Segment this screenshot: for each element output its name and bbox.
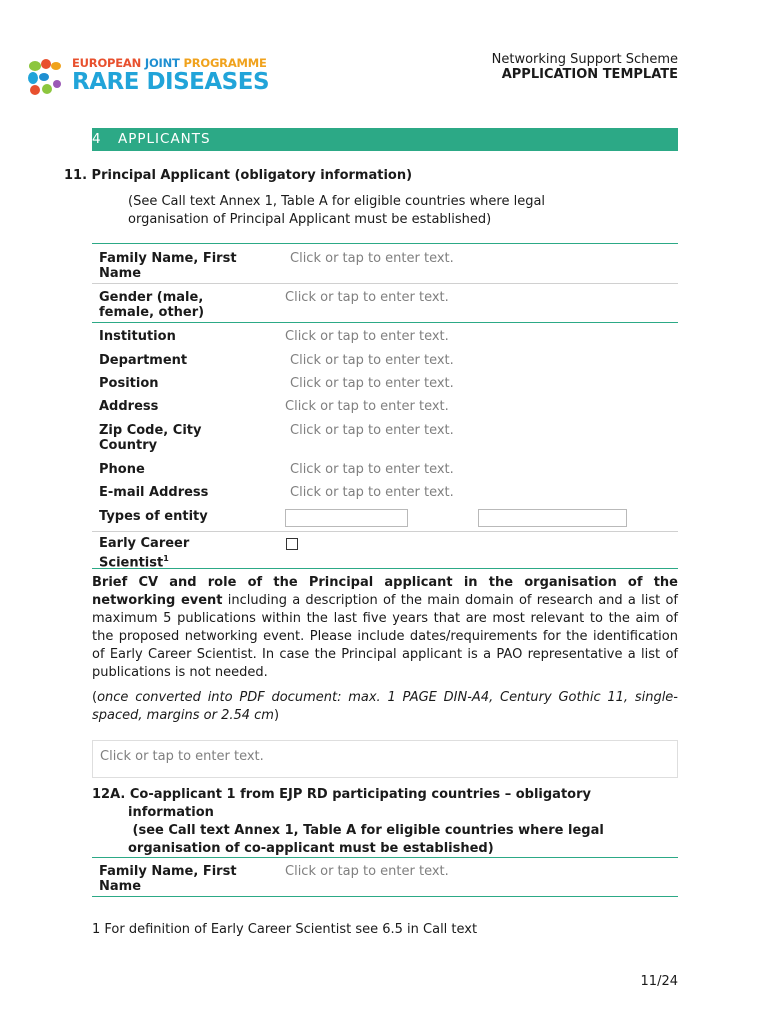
template-title: APPLICATION TEMPLATE	[501, 67, 678, 82]
table-rule	[92, 857, 678, 858]
table-rule	[92, 322, 678, 323]
logo-line-2: RARE DISEASES	[72, 69, 270, 95]
logo-line-1: EUROPEAN JOINT PROGRAMME	[72, 56, 267, 70]
field-label: Gender (male, female, other)	[99, 290, 205, 320]
field-label: Family Name, First Name	[99, 864, 237, 894]
phone-input[interactable]: Click or tap to enter text.	[290, 462, 454, 477]
field-label: Types of entity	[99, 509, 208, 524]
field-label: Institution	[99, 329, 176, 344]
q12a-title: 12A. Co-applicant 1 from EJP RD participating countries – obligatory information (see Call text Annex 1, Table A for eligible countries where legal organisation of co-applicant must be established)	[92, 787, 604, 856]
footnote-ref: 1	[163, 554, 169, 563]
page-number: 11/24	[640, 974, 678, 989]
field-label: Phone	[99, 462, 145, 477]
section-title: APPLICANTS	[118, 131, 211, 147]
institution-input[interactable]: Click or tap to enter text.	[285, 329, 449, 344]
ejprd-logo	[26, 56, 270, 100]
gender-input[interactable]: Click or tap to enter text.	[285, 290, 449, 305]
section-number: 4	[92, 131, 102, 147]
field-label: Address	[99, 399, 159, 414]
email-input[interactable]: Click or tap to enter text.	[290, 485, 454, 500]
field-label: Early Career Scientist$^1$	[99, 536, 190, 571]
field-label: Position	[99, 376, 159, 391]
field-label: E-mail Address	[99, 485, 209, 500]
table-rule	[92, 531, 678, 532]
entity-type-select-2[interactable]	[478, 509, 627, 527]
coapplicant-name-input[interactable]: Click or tap to enter text.	[285, 864, 449, 879]
logo-mark-icon	[26, 56, 70, 100]
scheme-name: Networking Support Scheme	[491, 52, 678, 67]
entity-type-select-1[interactable]	[285, 509, 408, 527]
section-heading	[92, 128, 678, 151]
table-rule	[92, 283, 678, 284]
department-input[interactable]: Click or tap to enter text.	[290, 353, 454, 368]
zip-city-input[interactable]: Click or tap to enter text.	[290, 423, 454, 438]
cv-instructions	[92, 574, 678, 682]
position-input[interactable]: Click or tap to enter text.	[290, 376, 454, 391]
q11-title: 11. Principal Applicant (obligatory information)	[64, 168, 413, 183]
footnote: 1 For definition of Early Career Scientist see 6.5 in Call text	[92, 922, 478, 937]
table-rule	[92, 243, 678, 244]
family-name-input[interactable]: Click or tap to enter text.	[290, 251, 454, 266]
early-career-checkbox[interactable]	[286, 538, 298, 550]
field-label: Department	[99, 353, 188, 368]
q11-note: (See Call text Annex 1, Table A for eligible countries where legal organisation of Principal Applicant must be established)	[128, 194, 546, 227]
cv-instructions-bold: Brief CV and role of the Principal applicant in the organisation of the networking event	[92, 575, 678, 608]
cv-instructions-text: including a description of the main domain of research and a list of maximum 5 publications within the last five years that are most relevant to the aim of the proposed networking event. Please include dates/requirements for the identification of Early Career Scientist. In case the Principal applicant is a PAO representative a list of publications is not needed.	[92, 593, 678, 680]
cv-format-note: (once converted into PDF document: max. 1 PAGE DIN-A4, Century Gothic 11, single-spaced, margins or 2.54 cm)	[92, 690, 678, 723]
table-rule	[92, 896, 678, 897]
cv-text-input[interactable]: Click or tap to enter text.	[92, 740, 678, 778]
field-label: Zip Code, City Country	[99, 423, 202, 453]
field-label: Family Name, First Name	[99, 251, 237, 281]
document-header	[492, 52, 678, 82]
address-input[interactable]: Click or tap to enter text.	[285, 399, 449, 414]
